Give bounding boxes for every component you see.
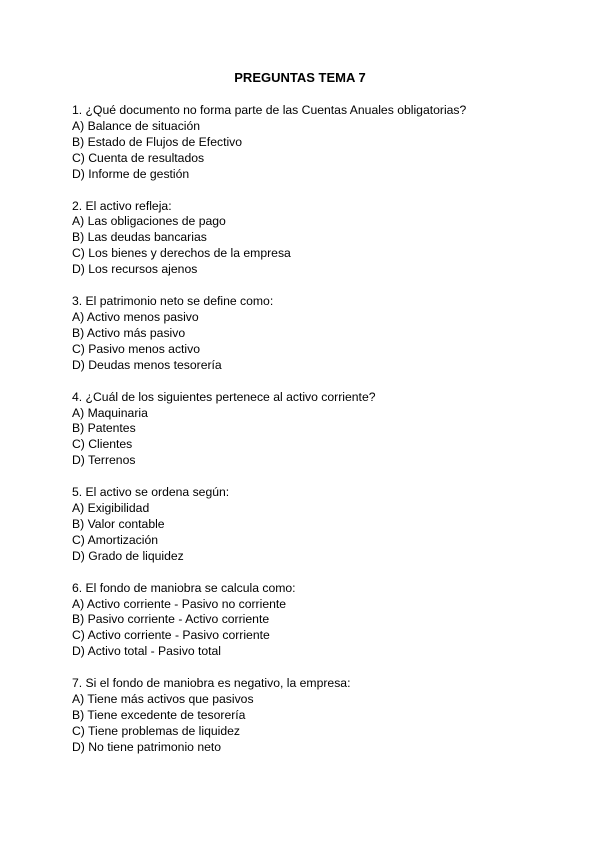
option-c: C) Clientes — [72, 437, 133, 452]
option-c: C) Pasivo menos activo — [72, 341, 201, 356]
option-b: B) Tiene excedente de tesorería — [72, 708, 246, 722]
option-c: C) Amortización — [72, 532, 159, 547]
question-text: 2. El activo refleja: — [72, 198, 172, 213]
question-1 — [72, 103, 552, 183]
question-4 — [72, 390, 552, 470]
option-b: B) Activo más pasivo — [72, 325, 186, 340]
option-d: D) Informe de gestión — [72, 166, 190, 181]
option-a: A) Maquinaria — [72, 405, 148, 420]
option-d: D) Terrenos — [72, 453, 136, 468]
option-c: C) Cuenta de resultados — [72, 150, 205, 165]
option-a: A) Tiene más activos que pasivos — [72, 692, 254, 707]
option-d: D) Activo total - Pasivo total — [72, 644, 222, 659]
option-c: C) Los bienes y derechos de la empresa — [72, 246, 291, 261]
question-5 — [72, 485, 552, 565]
question-6 — [72, 581, 552, 661]
option-b: B) Patentes — [72, 421, 136, 436]
option-d: D) Los recursos ajenos — [72, 262, 198, 277]
question-3 — [72, 294, 552, 374]
option-d: D) Deudas menos tesorería — [72, 357, 222, 372]
option-a: A) Exigibilidad — [72, 501, 150, 516]
question-2 — [72, 199, 552, 279]
option-d: D) No tiene patrimonio neto — [72, 739, 222, 754]
option-b: B) Las deudas bancarias — [72, 230, 207, 245]
option-c: C) Tiene problemas de liquidez — [72, 723, 241, 738]
question-list — [72, 103, 552, 772]
question-text: 1. ¿Qué documento no forma parte de las Cuentas Anuales obligatorias? — [72, 103, 467, 117]
option-a: A) Las obligaciones de pago — [72, 214, 226, 229]
question-text: 6. El fondo de maniobra se calcula como: — [72, 580, 296, 595]
option-b: B) Valor contable — [72, 516, 165, 531]
option-a: A) Activo corriente - Pasivo no corriente — [72, 596, 287, 611]
option-d: D) Grado de liquidez — [72, 548, 184, 563]
document-title: PREGUNTAS TEMA 7 — [234, 70, 366, 85]
question-text: 7. Si el fondo de maniobra es negativo, la empresa: — [72, 676, 351, 691]
option-b: B) Pasivo corriente - Activo corriente — [72, 612, 270, 627]
question-7 — [72, 676, 552, 756]
question-text: 3. El patrimonio neto se define como: — [72, 294, 274, 309]
option-a: A) Activo menos pasivo — [72, 309, 199, 324]
question-text: 4. ¿Cuál de los siguientes pertenece al activo corriente? — [72, 389, 376, 404]
option-c: C) Activo corriente - Pasivo corriente — [72, 628, 270, 643]
option-b: B) Estado de Flujos de Efectivo — [72, 134, 243, 149]
question-text: 5. El activo se ordena según: — [72, 485, 230, 500]
option-a: A) Balance de situación — [72, 118, 201, 133]
